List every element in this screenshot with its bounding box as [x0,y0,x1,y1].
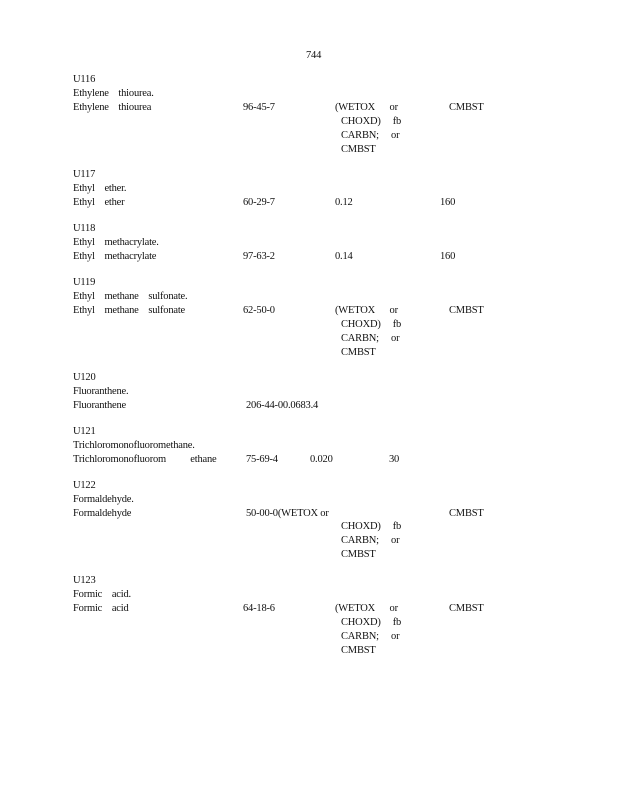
entry-title: Ethyl methane sulfonate. [73,291,188,302]
wastewater-standard: 0.12 [335,197,353,208]
nonwastewater-standard: CMBST [449,508,484,519]
waste-code: U122 [73,480,96,491]
wastewater-standard: 0.14 [335,251,353,262]
nonwastewater-standard: CMBST [449,102,484,113]
wastewater-standard: CMBST [341,347,376,358]
entry-title: Ethylene thiourea. [73,88,154,99]
constituent-name: Fluoranthene [73,400,127,411]
nonwastewater-standard: 30 [389,454,400,465]
entry-title: Fluoranthene. [73,386,129,397]
entry-title: Trichloromonofluoromethane. [73,440,195,451]
wastewater-standard: CHOXD) fb [341,521,402,532]
wastewater-standard: CMBST [341,144,376,155]
cas-number: 75-69-4 [246,454,278,465]
wastewater-standard: (WETOX or [335,102,398,113]
wastewater-standard: CARBN; or [341,333,400,344]
wastewater-standard: CHOXD) fb [341,319,402,330]
constituent-name: Formic acid [73,603,129,614]
wastewater-standard: (WETOX or [335,305,398,316]
constituent-name: Ethyl methacrylate [73,251,157,262]
waste-code: U116 [73,74,96,85]
cas-number: 96-45-7 [243,102,275,113]
nonwastewater-standard: CMBST [449,305,484,316]
wastewater-standard: CMBST [341,549,376,560]
cas-number: 97-63-2 [243,251,275,262]
cas-number: 60-29-7 [243,197,275,208]
entry-title: Formic acid. [73,589,131,600]
nonwastewater-standard: CMBST [449,603,484,614]
constituent-name: Ethyl ether [73,197,125,208]
cas-number: 50-00-0(WETOX or [246,508,329,519]
constituent-name: Trichloromonofluorom ethane [73,454,217,465]
entry-title: Ethyl methacrylate. [73,237,159,248]
waste-code: U123 [73,575,96,586]
cas-number: 206-44-00.0683.4 [246,400,319,411]
entry-title: Formaldehyde. [73,494,134,505]
wastewater-standard: CHOXD) fb [341,116,402,127]
waste-code: U119 [73,277,96,288]
waste-code: U120 [73,372,96,383]
wastewater-standard: CARBN; or [341,130,400,141]
waste-code: U118 [73,223,96,234]
constituent-name: Ethyl methane sulfonate [73,305,186,316]
page-number: 744 [306,50,322,61]
constituent-name: Ethylene thiourea [73,102,152,113]
entry-title: Ethyl ether. [73,183,127,194]
cas-number: 64-18-6 [243,603,275,614]
waste-code: U121 [73,426,96,437]
wastewater-standard: CARBN; or [341,535,400,546]
waste-code: U117 [73,169,96,180]
nonwastewater-standard: 160 [440,251,456,262]
constituent-name: Formaldehyde [73,508,132,519]
wastewater-standard: CHOXD) fb [341,617,402,628]
cas-number: 62-50-0 [243,305,275,316]
wastewater-standard: CARBN; or [341,631,400,642]
wastewater-standard: (WETOX or [335,603,398,614]
wastewater-standard: CMBST [341,645,376,656]
wastewater-standard: 0.020 [310,454,333,465]
nonwastewater-standard: 160 [440,197,456,208]
